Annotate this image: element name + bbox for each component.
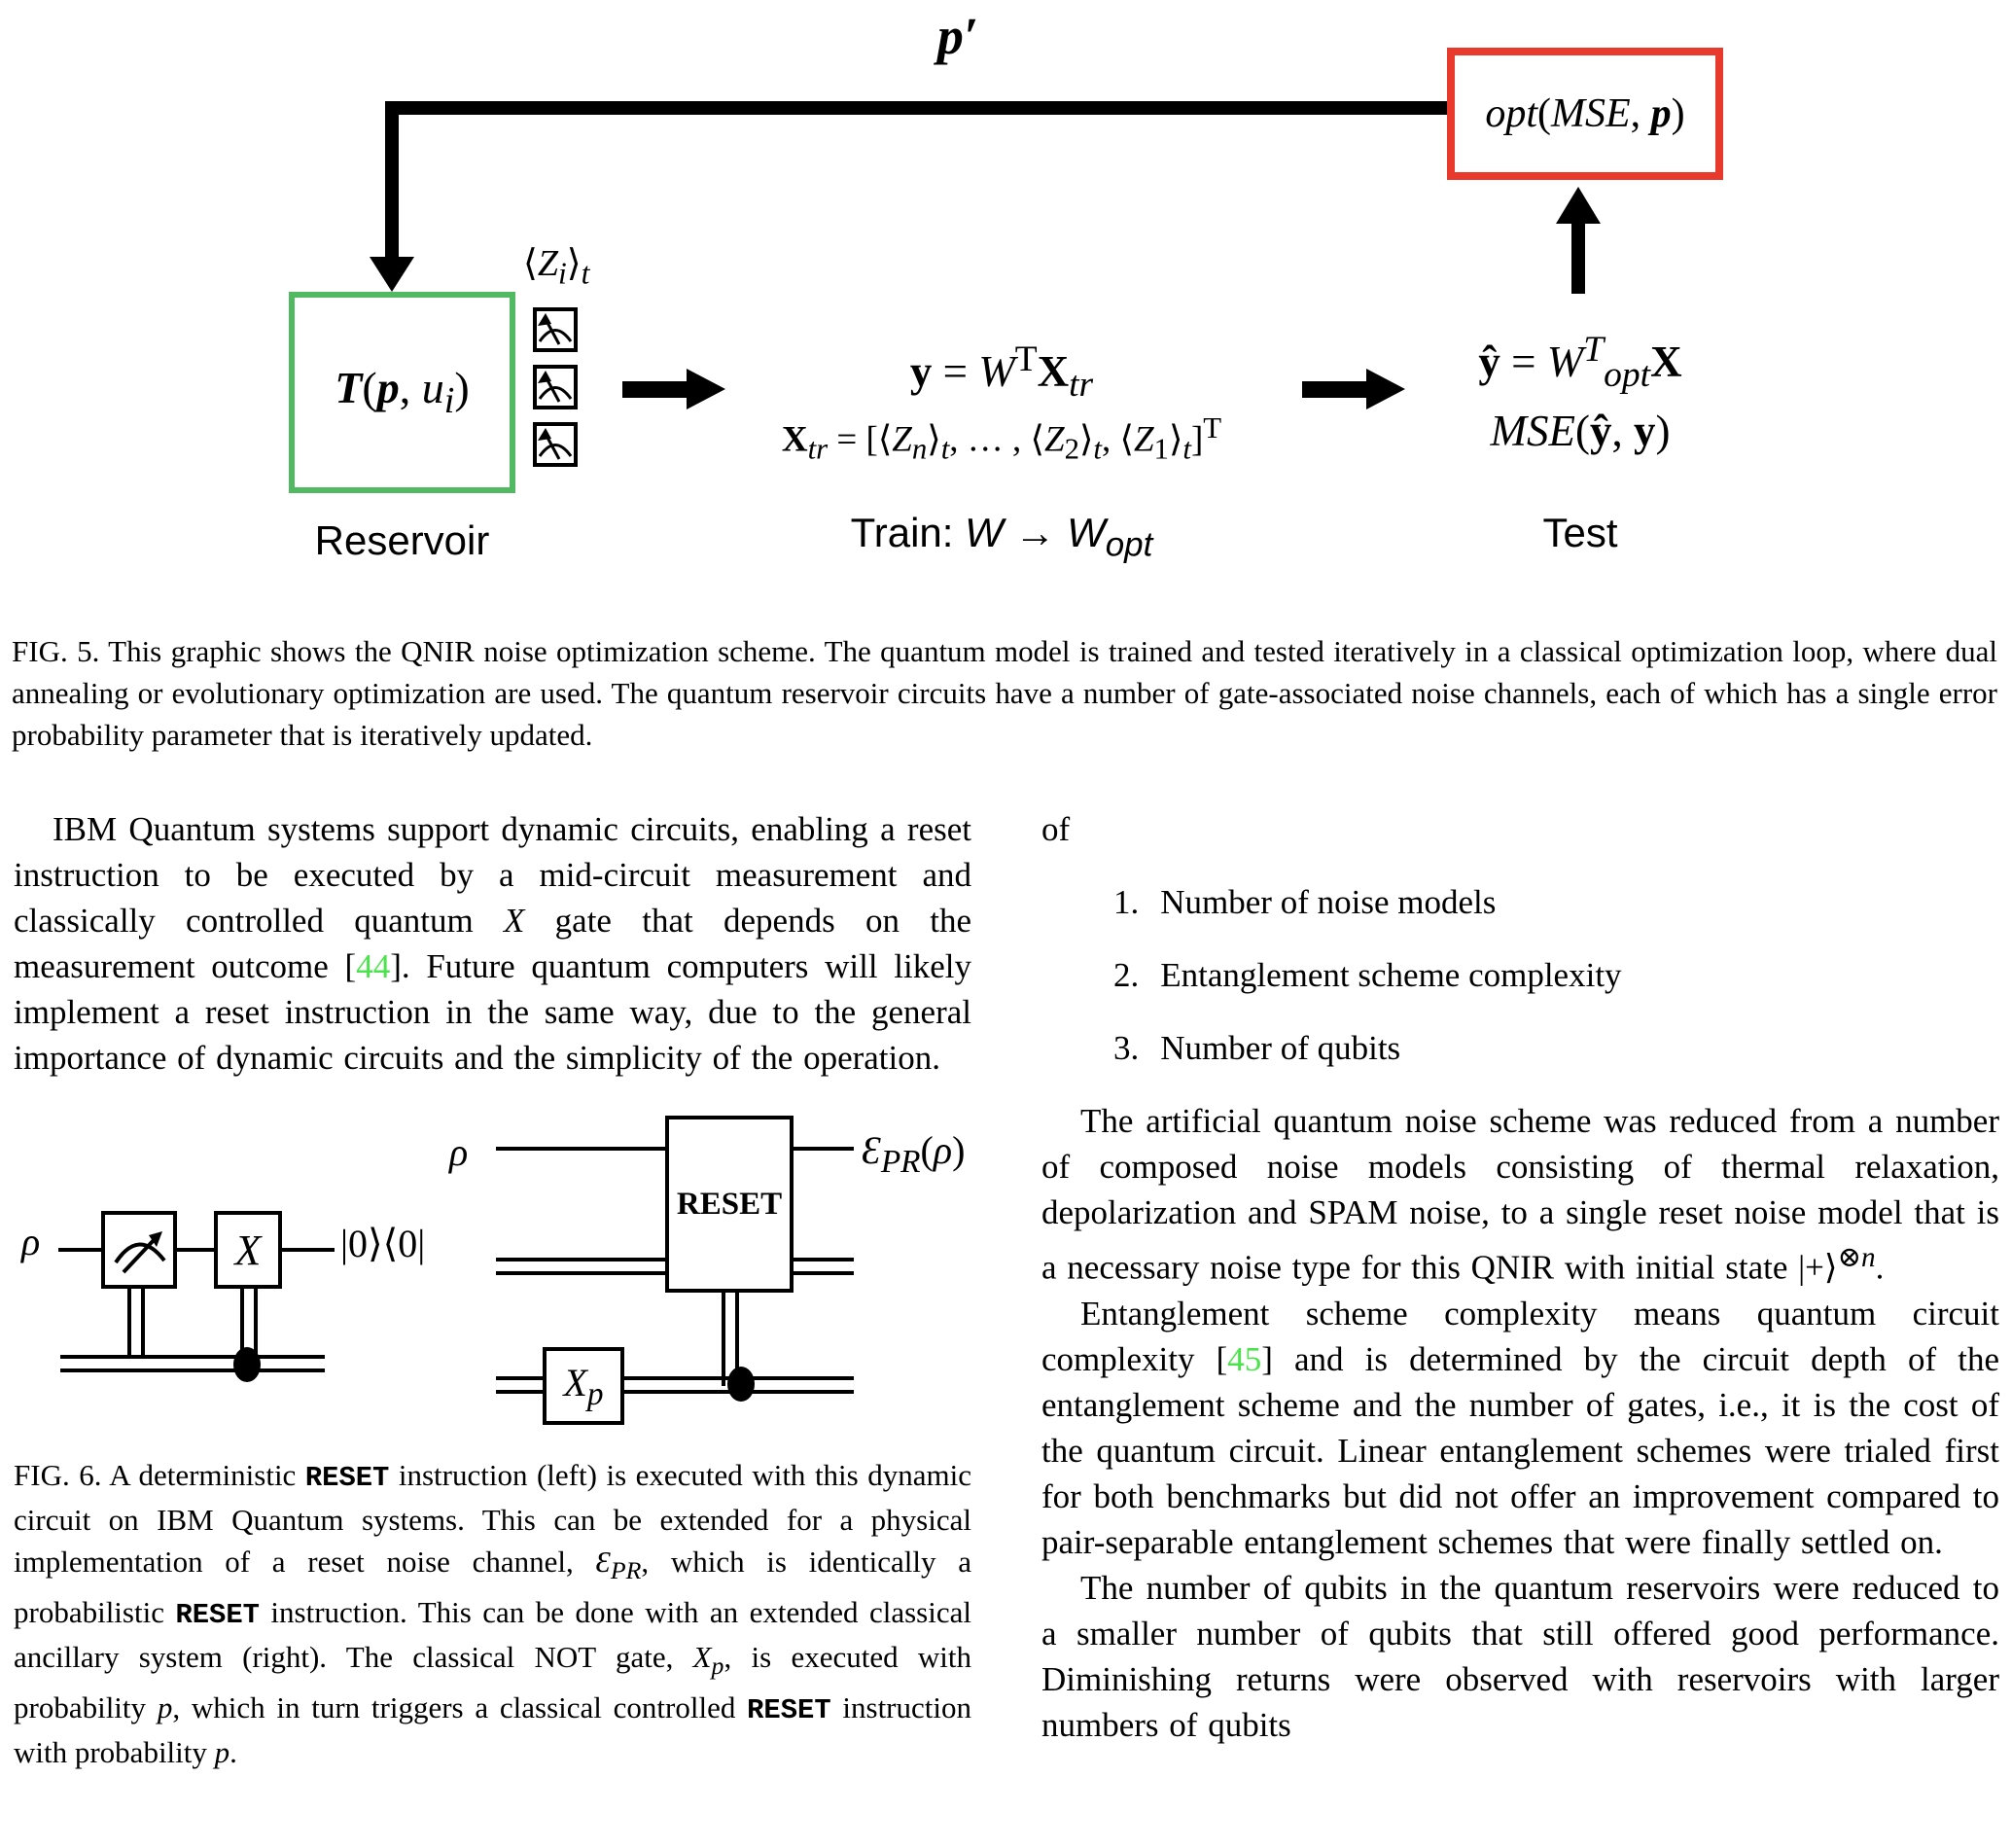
feedback-arrowhead-down-icon bbox=[370, 257, 414, 292]
measurement-gauge-icon bbox=[533, 422, 578, 467]
optimizer-box bbox=[1447, 48, 1723, 180]
figure5-caption: FIG. 5. This graphic shows the QNIR noise optimization scheme. The quantum model is trained and tested iteratively in a classical optimization loop, where dual annealing or evolutionary optimization are used. The quantum reservoir circuits have a number of gate-associated noise channels, each of which has a single error probability parameter that is iteratively updated. bbox=[12, 634, 1997, 752]
body-paragraph: The artificial quantum noise scheme was reduced from a number of composed noise models consisting of thermal relaxation, depolarization and SPAM noise, to a single reset noise model that is a necessary noise type for this QNIR with initial state |+⟩$^{\otimes n}$. bbox=[1041, 1102, 1999, 1287]
figure5-diagram bbox=[0, 0, 2011, 605]
feedback-line-vertical bbox=[385, 101, 399, 261]
figure6-diagram bbox=[14, 1104, 971, 1425]
flow-arrowhead-icon bbox=[1366, 369, 1405, 409]
p-prime-label: p′ bbox=[936, 7, 979, 65]
citation-45[interactable]: 45 bbox=[1227, 1339, 1262, 1378]
measurement-gauge-icon bbox=[533, 307, 578, 352]
reservoir-label: Reservoir bbox=[314, 517, 490, 563]
measurement-gauge-icon bbox=[533, 365, 578, 409]
body-paragraph: Entanglement scheme complexity means quantum circuit complexity [45] and is determined by the circuit depth of the entanglement scheme and the number of gates, i.e., it is the cost of the quantum circuit. Linear entanglement schemes were trialed first for both benchmarks but did not offer an improvement compared to pair-separable entanglement schemes that were finally settled on. bbox=[1041, 1294, 1999, 1561]
x-gate-label: X bbox=[234, 1226, 262, 1274]
train-equation-1: $y = W^TX_{tr}$ bbox=[909, 339, 1094, 405]
epsilon-pr-output-label: $Ɛ_{PR}(\rho)$ bbox=[862, 1128, 966, 1180]
list-number: 2. bbox=[1113, 956, 1140, 994]
up-arrowhead-icon bbox=[1556, 187, 1601, 224]
measurement-gate bbox=[101, 1211, 177, 1289]
reservoir-box bbox=[289, 292, 515, 493]
flow-arrowhead-icon bbox=[687, 369, 725, 409]
reset-gate-label: RESET bbox=[676, 1186, 783, 1222]
xp-gate-label: $X_p$ bbox=[563, 1360, 604, 1412]
flow-arrow-icon bbox=[1302, 381, 1368, 398]
left-column bbox=[14, 806, 971, 1773]
x-gate bbox=[214, 1211, 282, 1289]
list-text: Number of noise models bbox=[1160, 883, 1497, 921]
body-paragraph: IBM Quantum systems support dynamic circuits, enabling a reset instruction to be executed by a mid-circuit measurement and classically controlled quantum X gate that depends on the measurement outcome [44]. Future quantum computers will likely implement a reset instruction in the same way, due to the general importance of dynamic circuits and the simplicity of the operation. bbox=[14, 810, 972, 1077]
rho-input-label: ρ bbox=[21, 1220, 41, 1263]
list-text: Entanglement scheme complexity bbox=[1160, 956, 1622, 994]
z-expectation-label: $⟨Z_i⟩_t$ bbox=[523, 243, 590, 291]
rho-input-label: ρ bbox=[449, 1130, 469, 1174]
up-arrow-shaft bbox=[1571, 222, 1585, 294]
body-paragraph: of bbox=[1041, 810, 1071, 848]
train-equation-2: $X_{tr}$ = [$⟨Z_n⟩_t$, … , $⟨Z_2⟩_t$, $⟨Z_1⟩_t]^T$ bbox=[781, 411, 1222, 466]
reset-gate bbox=[665, 1116, 794, 1293]
train-label: Train: $W \to W_{opt}$ bbox=[850, 510, 1153, 564]
list-item bbox=[1041, 1025, 1999, 1071]
citation-44[interactable]: 44 bbox=[356, 947, 391, 985]
reservoir-box-equation: T(p, $u_i$) bbox=[335, 363, 470, 422]
body-paragraph: The number of qubits in the quantum reservoirs were reduced to a smaller number of qubits that still offered good performance. Diminishing returns were observed with reservoirs with larger numbers of qubits bbox=[1041, 1568, 1999, 1744]
xp-gate bbox=[543, 1347, 624, 1425]
feedback-line-horizontal bbox=[385, 101, 1447, 115]
test-equation-1: ŷ = $W^T_{opt}X$ bbox=[1478, 330, 1682, 395]
right-column bbox=[1041, 806, 1999, 1773]
optimizer-box-equation: opt(MSE, p) bbox=[1485, 91, 1685, 136]
test-equation-2: MSE(ŷ, y) bbox=[1490, 407, 1671, 455]
list-text: Number of qubits bbox=[1160, 1029, 1401, 1067]
two-column-body bbox=[14, 806, 1999, 1773]
test-label: Test bbox=[1542, 510, 1618, 555]
test-equations bbox=[1420, 329, 1741, 456]
list-item bbox=[1041, 952, 1999, 998]
flow-arrow-icon bbox=[622, 381, 688, 398]
list-number: 1. bbox=[1113, 883, 1140, 921]
list-item bbox=[1041, 879, 1999, 925]
classical-control-dot bbox=[727, 1367, 755, 1402]
train-equations bbox=[744, 338, 1259, 467]
measurement-gauge-icon bbox=[108, 1218, 170, 1282]
ket-zero-label: |0⟩⟨0| bbox=[340, 1222, 426, 1265]
figure6-caption: FIG. 6. A deterministic RESET instruction (left) is executed with this dynamic circuit on IBM Quantum systems. This can be extended for a physical implementation of a reset noise channel, $Ɛ_{PR}$, which is identically a probabilistic RESET instruction. This can be done with an extended classical ancillary system (right). The classical NOT gate, $X_p$, is executed with probability p, which in turn triggers a classical controlled RESET instruction with probability p. bbox=[14, 1458, 971, 1770]
classical-control-dot bbox=[233, 1347, 261, 1382]
list-number: 3. bbox=[1113, 1029, 1140, 1067]
